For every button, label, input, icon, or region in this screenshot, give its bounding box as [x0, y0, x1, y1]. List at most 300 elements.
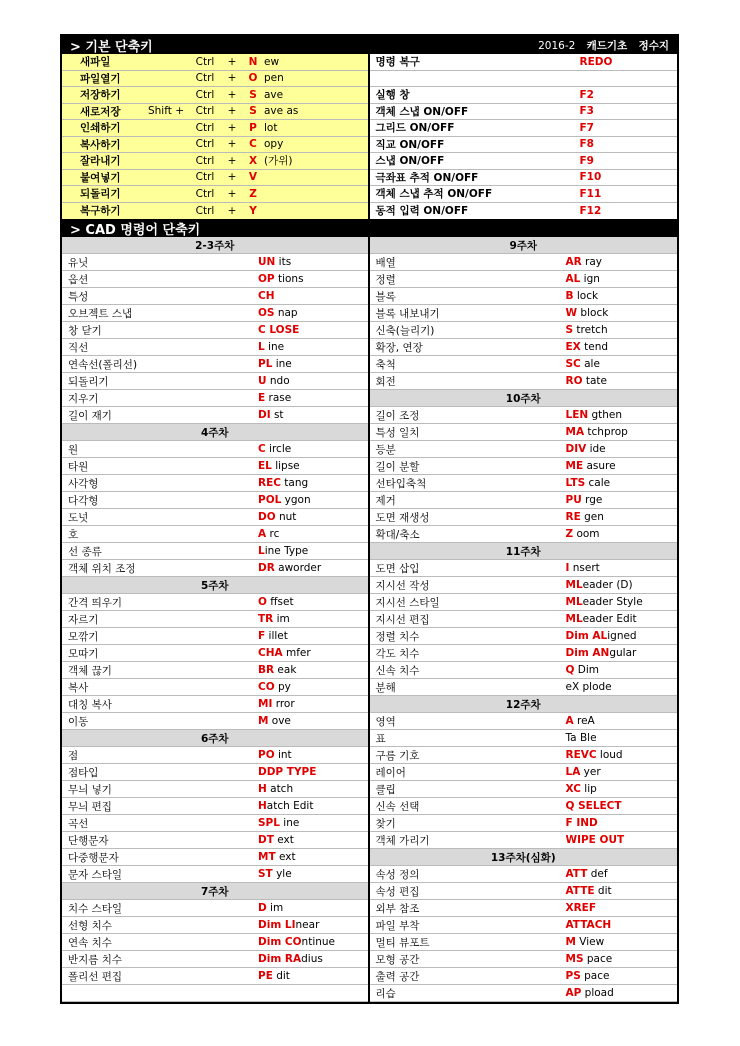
- command-rest: cale: [585, 477, 611, 489]
- command-key: U: [258, 375, 267, 387]
- command-key: ATT: [565, 868, 588, 880]
- basic-shortcuts-header: [62, 36, 677, 54]
- function-key: REDO: [579, 55, 613, 68]
- command-shortcut: [566, 324, 678, 336]
- command-key: PS: [565, 970, 581, 982]
- function-key: F2: [579, 88, 594, 101]
- command-shortcut: [258, 477, 368, 489]
- command-rest: reA: [573, 715, 595, 727]
- command-rest: yle: [272, 868, 292, 880]
- week-header: 5주차: [62, 577, 368, 594]
- function-name: 극좌표 추적 ON/OFF: [375, 171, 479, 184]
- function-name: 그리드 ON/OFF: [375, 122, 455, 135]
- command-rest: atch: [266, 783, 294, 795]
- command-row: [370, 526, 678, 543]
- command-rest: ide: [586, 443, 606, 455]
- function-key: F11: [579, 187, 602, 200]
- command-key: LA: [565, 766, 581, 778]
- command-name: 축척: [375, 358, 396, 371]
- command-name: 다중행문자: [68, 851, 119, 864]
- command-name: 정렬 치수: [375, 630, 420, 643]
- command-key: O: [258, 596, 267, 608]
- command-rest: ine: [264, 341, 285, 353]
- shortcut-row: [62, 170, 368, 187]
- command-name: 모형 공간: [375, 953, 420, 966]
- command-name: 호: [68, 528, 79, 541]
- command-name: 출력 공간: [375, 970, 420, 983]
- command-name: 외부 참조: [375, 902, 420, 915]
- command-name: 직선: [68, 341, 89, 354]
- command-row: [62, 526, 368, 543]
- command-shortcut: [566, 885, 678, 897]
- function-key-row: [370, 186, 678, 203]
- command-name: 특성 일치: [375, 426, 420, 439]
- command-name: 선타입축척: [375, 477, 427, 490]
- command-shortcut: [566, 647, 678, 659]
- command-key: H: [258, 783, 267, 795]
- command-shortcut: [566, 936, 678, 948]
- shortcut-row: [62, 120, 368, 137]
- command-key: Z: [565, 528, 574, 540]
- command-shortcut: [566, 902, 678, 914]
- cad-commands-right: [370, 237, 678, 1002]
- week-header: 13주차(심화): [370, 849, 678, 866]
- command-rest: gular: [609, 647, 637, 659]
- shortcut-ctrl: Ctrl: [195, 171, 215, 184]
- command-name: 파일 부착: [375, 919, 420, 932]
- course-author: 정수지: [638, 39, 669, 52]
- shortcut-sheet: [60, 34, 679, 1004]
- shortcut-plus: +: [227, 154, 237, 167]
- command-key: DT: [258, 834, 274, 846]
- command-key: OP: [258, 273, 275, 285]
- cad-shortcuts-title: > CAD 명령어 단축키: [70, 222, 201, 238]
- function-key: F10: [579, 171, 602, 184]
- command-row: [62, 339, 368, 356]
- command-shortcut: [566, 341, 678, 353]
- shortcut-key: O: [248, 72, 258, 85]
- command-row: [62, 628, 368, 645]
- command-row: [370, 951, 678, 968]
- command-row: [62, 271, 368, 288]
- shortcut-ctrl: Ctrl: [195, 55, 215, 68]
- command-key: Q SELECT: [565, 800, 622, 812]
- command-rest: ove: [268, 715, 291, 727]
- command-rest: tate: [582, 375, 607, 387]
- command-row: [62, 815, 368, 832]
- shortcut-key: S: [249, 105, 257, 118]
- command-rest: pload: [581, 987, 614, 999]
- command-name: 사각형: [68, 477, 99, 490]
- command-key: DO: [258, 511, 276, 523]
- command-name: 옵션: [68, 273, 89, 286]
- command-row: [62, 458, 368, 475]
- command-key: Dim LI: [258, 919, 296, 931]
- command-shortcut: [258, 562, 368, 574]
- command-name: 클립: [375, 783, 396, 796]
- shortcut-key: C: [249, 138, 257, 151]
- shortcut-plus: +: [227, 138, 237, 151]
- command-shortcut: [566, 766, 678, 778]
- command-shortcut: [258, 715, 368, 727]
- command-shortcut: [566, 375, 678, 387]
- function-key: F3: [579, 105, 594, 118]
- shortcut-key: X: [248, 154, 258, 167]
- command-rest: ine: [279, 817, 300, 829]
- command-rest: ext: [275, 851, 296, 863]
- command-row: [370, 798, 678, 815]
- command-name: 연속 치수: [68, 936, 112, 949]
- command-shortcut: [258, 460, 368, 472]
- shortcut-row: [62, 203, 368, 220]
- function-key: F7: [579, 121, 594, 134]
- command-rest: oom: [573, 528, 600, 540]
- command-rest: nap: [274, 307, 298, 319]
- command-key: DIV: [565, 443, 587, 455]
- command-name: 구름 기호: [375, 749, 420, 762]
- command-key: ML: [565, 596, 583, 608]
- command-name: 무늬 편집: [68, 800, 112, 813]
- command-shortcut: [258, 698, 368, 710]
- command-name: 객체 위치 조정: [68, 562, 136, 575]
- command-name: 제거: [375, 494, 396, 507]
- function-name: 객체 스냅 ON/OFF: [375, 105, 469, 118]
- command-row: [62, 288, 368, 305]
- command-row: [370, 679, 678, 696]
- command-rest: rc: [266, 528, 280, 540]
- week-header: 4주차: [62, 424, 368, 441]
- shortcut-key: P: [249, 121, 257, 134]
- command-shortcut: [258, 392, 368, 404]
- command-name: 선형 치수: [68, 919, 112, 932]
- command-rest: illet: [265, 630, 288, 642]
- command-shortcut: [258, 766, 368, 778]
- shortcut-name: 파일열기: [80, 72, 121, 85]
- command-shortcut: [258, 800, 368, 812]
- command-row: [370, 883, 678, 900]
- command-key: CO: [258, 681, 275, 693]
- command-key: TR: [258, 613, 274, 625]
- command-row: [62, 611, 368, 628]
- command-key: ML: [565, 613, 583, 625]
- command-shortcut: [258, 494, 368, 506]
- command-shortcut: [258, 273, 368, 285]
- command-shortcut: [258, 358, 368, 370]
- command-shortcut: [258, 749, 368, 761]
- command-shortcut: [258, 511, 368, 523]
- function-name: 동적 입력 ON/OFF: [375, 205, 469, 218]
- shortcut-plus: +: [227, 204, 237, 217]
- command-row: [370, 730, 678, 747]
- command-rest: atch Edit: [266, 800, 314, 812]
- command-rest: its: [275, 256, 292, 268]
- command-shortcut: [566, 749, 678, 761]
- command-shortcut: [258, 409, 368, 421]
- command-name: 길이 분할: [375, 460, 420, 473]
- command-row: [370, 509, 678, 526]
- command-name: 속성 편집: [375, 885, 420, 898]
- command-row: [370, 934, 678, 951]
- command-key: M: [565, 936, 576, 948]
- command-row: [370, 373, 678, 390]
- function-key-row: [370, 104, 678, 121]
- command-row: [370, 424, 678, 441]
- week-header: 6주차: [62, 730, 368, 747]
- command-row: [62, 356, 368, 373]
- shortcut-key: Z: [249, 187, 257, 200]
- command-rest: pace: [580, 970, 610, 982]
- command-rest: nsert: [569, 562, 600, 574]
- command-shortcut: [566, 919, 678, 931]
- command-key: EX: [565, 341, 581, 353]
- shortcut-word: lot: [264, 121, 278, 134]
- command-shortcut: [566, 562, 678, 574]
- function-name: 객체 스냅 추적 ON/OFF: [375, 188, 493, 201]
- command-rest: lock: [573, 290, 599, 302]
- shortcut-row: [62, 137, 368, 154]
- shortcut-plus: +: [227, 105, 237, 118]
- command-key: BR: [258, 664, 275, 676]
- command-name: 도면 재생성: [375, 511, 430, 524]
- command-name: 선 종류: [68, 545, 102, 558]
- command-shortcut: [566, 596, 678, 608]
- command-row: [62, 373, 368, 390]
- command-row: [370, 254, 678, 271]
- command-key: S: [565, 324, 574, 336]
- shortcut-ctrl: Ctrl: [195, 204, 215, 217]
- command-name: 분해: [375, 681, 396, 694]
- command-row: [370, 441, 678, 458]
- command-name: 자르기: [68, 613, 99, 626]
- command-key: MA: [565, 426, 585, 438]
- command-rest: Dim: [574, 664, 600, 676]
- command-row: [370, 968, 678, 985]
- function-name: 명령 복구: [375, 56, 420, 69]
- cad-commands-left: [62, 237, 370, 1002]
- shortcut-plus: +: [227, 88, 237, 101]
- command-row: [370, 900, 678, 917]
- command-name: 확대/축소: [375, 528, 420, 541]
- command-key: H: [258, 800, 267, 812]
- command-row: [370, 407, 678, 424]
- command-name: 원: [68, 443, 79, 456]
- command-name: 되돌리기: [68, 375, 109, 388]
- shortcut-name: 복구하기: [80, 205, 121, 218]
- command-name: 도면 삽입: [375, 562, 420, 575]
- shortcut-ctrl: Ctrl: [195, 187, 215, 200]
- command-name: 영역: [375, 715, 396, 728]
- command-row: [62, 798, 368, 815]
- basic-shortcuts-right: [370, 54, 678, 219]
- command-shortcut: [258, 290, 368, 302]
- command-name: 곡선: [68, 817, 89, 830]
- function-name: 스냅 ON/OFF: [375, 155, 445, 168]
- command-name: 블록 내보내기: [375, 307, 440, 320]
- command-row: [62, 934, 368, 951]
- command-key: Dim AL: [565, 630, 608, 642]
- command-shortcut: [566, 613, 678, 625]
- command-key: LEN: [565, 409, 589, 421]
- command-rest: ygon: [281, 494, 311, 506]
- shortcut-name: 되돌리기: [80, 188, 121, 201]
- command-shortcut: [566, 460, 678, 472]
- command-name: 지시선 작성: [375, 579, 430, 592]
- cad-commands-table: [62, 237, 677, 1002]
- command-key: C LOSE: [258, 324, 300, 336]
- command-rest: ffset: [266, 596, 294, 608]
- shortcut-name: 잘라내기: [80, 155, 121, 168]
- command-row: [370, 271, 678, 288]
- command-shortcut: [258, 630, 368, 642]
- command-key: ME: [565, 460, 584, 472]
- command-key: AP: [565, 987, 582, 999]
- command-key: Q: [565, 664, 575, 676]
- command-rest: ine Type: [264, 545, 309, 557]
- command-shortcut: [258, 681, 368, 693]
- command-shortcut: [258, 783, 368, 795]
- command-name: 폴리선 편집: [68, 970, 123, 983]
- function-key-row: [370, 54, 678, 71]
- command-row: [370, 339, 678, 356]
- week-header: 2-3주차: [62, 237, 368, 254]
- shortcut-word: ew: [264, 55, 280, 68]
- command-rest: im: [273, 613, 290, 625]
- command-shortcut: [258, 919, 368, 931]
- command-key: CH: [258, 290, 275, 302]
- cad-shortcuts-header: [62, 219, 677, 237]
- command-shortcut: [258, 324, 368, 336]
- command-shortcut: [258, 936, 368, 948]
- command-rest: pace: [583, 953, 613, 965]
- command-row: [62, 441, 368, 458]
- command-name: 지시선 스타일: [375, 596, 440, 609]
- command-row: [370, 917, 678, 934]
- command-name: 길이 재기: [68, 409, 112, 422]
- command-name: 객체 가리기: [375, 834, 430, 847]
- command-key: ATTACH: [565, 919, 612, 931]
- command-name: 신축(늘리기): [375, 324, 435, 337]
- shortcut-key: S: [249, 88, 257, 101]
- command-row: [62, 560, 368, 577]
- command-shortcut: [258, 851, 368, 863]
- command-name: 지우기: [68, 392, 99, 405]
- command-rest: lipse: [271, 460, 300, 472]
- command-rest: eader Style: [582, 596, 643, 608]
- command-rest: dius: [301, 953, 323, 965]
- command-shortcut: [258, 970, 368, 982]
- command-rest: yer: [580, 766, 601, 778]
- command-key: B: [565, 290, 574, 302]
- command-rest: ign: [580, 273, 600, 285]
- command-rest: eader Edit: [582, 613, 637, 625]
- command-row: [62, 305, 368, 322]
- command-shortcut: [258, 545, 368, 557]
- command-key: Dim CO: [258, 936, 302, 948]
- command-rest: eX plode: [565, 681, 612, 693]
- command-shortcut: [566, 715, 678, 727]
- command-name: 점타입: [68, 766, 99, 779]
- command-shortcut: [566, 800, 678, 812]
- command-key: UN: [258, 256, 276, 268]
- command-shortcut: [258, 647, 368, 659]
- command-key: LTS: [565, 477, 586, 489]
- command-row: [62, 645, 368, 662]
- command-shortcut: [258, 596, 368, 608]
- command-name: 신속 선택: [375, 800, 420, 813]
- function-key-row: [370, 87, 678, 104]
- command-row: [62, 764, 368, 781]
- command-name: 특성: [68, 290, 89, 303]
- command-rest: lip: [580, 783, 597, 795]
- shortcut-plus: +: [227, 187, 237, 200]
- command-shortcut: [258, 256, 368, 268]
- function-key: F9: [579, 154, 594, 167]
- week-header: 12주차: [370, 696, 678, 713]
- command-row: [370, 458, 678, 475]
- shortcut-row: [62, 153, 368, 170]
- function-key-row: [370, 170, 678, 187]
- command-shortcut: [566, 579, 678, 591]
- command-shortcut: [566, 834, 678, 846]
- shortcut-name: 새파일: [80, 56, 111, 69]
- command-row: [62, 713, 368, 730]
- command-row: [370, 781, 678, 798]
- command-shortcut: [566, 494, 678, 506]
- command-key: WIPE OUT: [565, 834, 625, 846]
- command-rest: gthen: [588, 409, 623, 421]
- command-key: REVC: [565, 749, 597, 761]
- command-row: [370, 815, 678, 832]
- command-row: [370, 594, 678, 611]
- command-row: [62, 985, 368, 1002]
- command-name: 리습: [375, 987, 396, 1000]
- shortcut-ctrl: Ctrl: [195, 105, 215, 118]
- command-shortcut: [566, 953, 678, 965]
- command-shortcut: [258, 817, 368, 829]
- command-name: 무늬 넣기: [68, 783, 112, 796]
- command-row: [370, 832, 678, 849]
- command-rest: aworder: [274, 562, 322, 574]
- command-row: [370, 764, 678, 781]
- command-name: 창 닫기: [68, 324, 102, 337]
- command-rest: ext: [273, 834, 294, 846]
- command-key: POL: [258, 494, 282, 506]
- command-name: 이동: [68, 715, 89, 728]
- command-shortcut: [258, 834, 368, 846]
- command-name: 멀티 뷰포트: [375, 936, 430, 949]
- shortcut-key: Y: [249, 204, 257, 217]
- command-shortcut: [566, 511, 678, 523]
- command-shortcut: [566, 732, 678, 744]
- command-name: 확장, 연장: [375, 341, 423, 354]
- shortcut-word: (가위): [264, 155, 293, 168]
- command-row: [370, 560, 678, 577]
- command-rest: st: [270, 409, 284, 421]
- course-subject: 캐드기초: [586, 39, 628, 52]
- command-rest: im: [266, 902, 284, 914]
- shortcut-shift: Shift +: [147, 105, 184, 118]
- week-header: 10주차: [370, 390, 678, 407]
- shortcut-ctrl: Ctrl: [195, 72, 215, 85]
- function-key-row: [370, 203, 678, 220]
- command-shortcut: [566, 630, 678, 642]
- command-shortcut: [258, 902, 368, 914]
- command-row: [62, 781, 368, 798]
- command-name: 반지름 치수: [68, 953, 123, 966]
- command-key: MS: [565, 953, 584, 965]
- command-name: 도넛: [68, 511, 89, 524]
- command-row: [62, 832, 368, 849]
